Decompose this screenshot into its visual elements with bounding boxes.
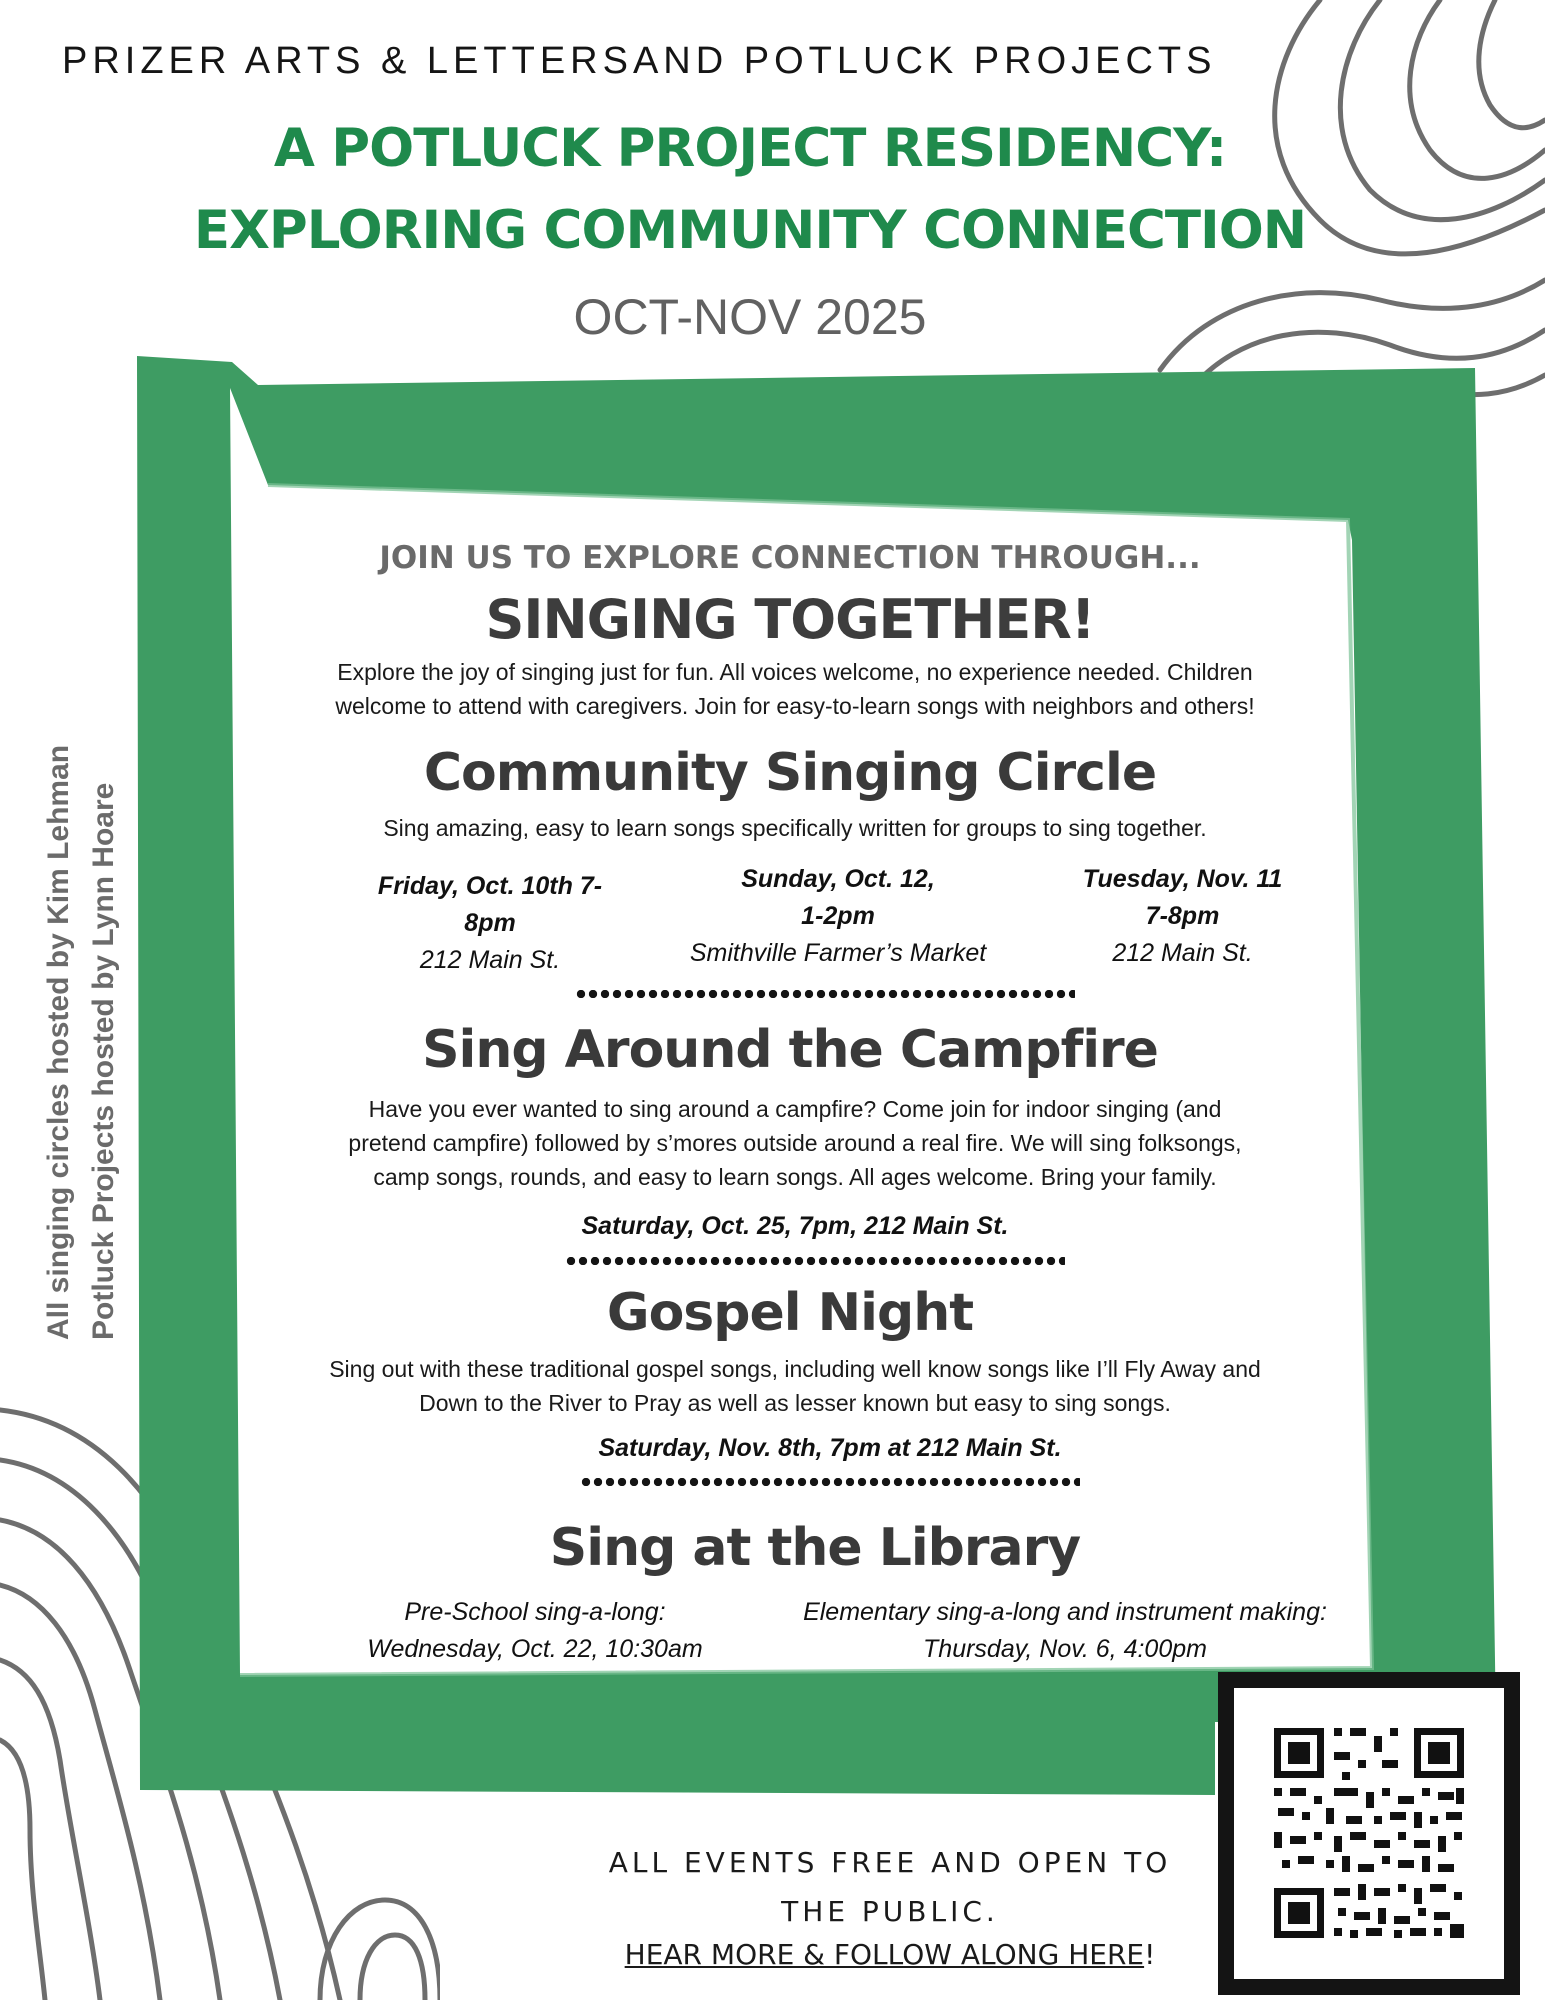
- dotted-divider-3: [580, 1478, 1080, 1486]
- circle-event-2-location: Smithville Farmer’s Market: [689, 939, 987, 967]
- library-event-1-title: Pre-School sing-a-long:: [404, 1598, 666, 1626]
- library-event-1: [330, 1594, 740, 1668]
- season-dates: OCT-NOV 2025: [573, 289, 927, 345]
- sidebar-credit-singing: All singing circles hosted by Kim Lehman: [42, 744, 75, 1340]
- intro-headline: SINGING TOGETHER!: [485, 588, 1095, 651]
- circle-event-3-location: 212 Main St.: [1112, 939, 1253, 967]
- organizations-header: PRIZER ARTS & LETTERSAND POTLUCK PROJECTS: [62, 40, 1217, 82]
- library-title: Sing at the Library: [549, 1518, 1081, 1578]
- follow-along-link[interactable]: HEAR MORE & FOLLOW ALONG HERE: [624, 1938, 1145, 1971]
- footer-free-line1: ALL EVENTS FREE AND OPEN TO: [608, 1846, 1172, 1879]
- campfire-text-line1: Have you ever wanted to sing around a campfire? Come join for indoor singing (and: [368, 1096, 1222, 1122]
- circle-title: Community Singing Circle: [423, 743, 1157, 803]
- library-event-2-title: Elementary sing-a-long and instrument making:: [803, 1598, 1327, 1626]
- circle-event-3-time: 7-8pm: [1145, 902, 1220, 930]
- gospel-when: Saturday, Nov. 8th, 7pm at 212 Main St.: [598, 1434, 1062, 1462]
- qr-code-frame[interactable]: [1218, 1672, 1520, 1995]
- footer-free-line2: THE PUBLIC.: [781, 1895, 999, 1928]
- circle-event-2-time: 1-2pm: [801, 902, 875, 930]
- gospel-text-line1: Sing out with these traditional gospel songs, including well know songs like I’ll Fly Away and: [329, 1356, 1261, 1382]
- footer-link-row: [560, 1938, 1220, 1971]
- sidebar-credit-potluck: Potluck Projects hosted by Lynn Hoare: [87, 782, 120, 1340]
- circle-event-3-date: Tuesday, Nov. 11: [1082, 865, 1283, 893]
- circle-event-3: [1040, 861, 1325, 972]
- dotted-divider-2: [565, 1257, 1065, 1265]
- campfire-text-line3: camp songs, rounds, and easy to learn songs. All ages welcome. Bring your family.: [373, 1164, 1217, 1190]
- dotted-divider-1: [575, 990, 1075, 998]
- circle-description: Sing amazing, easy to learn songs specifically written for groups to sing together.: [383, 815, 1207, 841]
- circle-event-1-location: 212 Main St.: [419, 946, 561, 974]
- follow-along-link-suffix: !: [1144, 1938, 1156, 1971]
- circle-event-1: [340, 868, 640, 979]
- campfire-text-line2: pretend campfire) followed by s’mores outside around a real fire. We will sing folksongs,: [348, 1130, 1242, 1156]
- gospel-text-line2: Down to the River to Pray as well as lesser known but easy to sing songs.: [419, 1390, 1171, 1416]
- intro-lead: JOIN US TO EXPLORE CONNECTION THROUGH...: [379, 540, 1201, 576]
- circle-event-2: [658, 861, 1018, 972]
- intro-text-line2: welcome to attend with caregivers. Join for easy-to-learn songs with neighbors and others!: [335, 693, 1255, 719]
- residency-title-line2: EXPLORING COMMUNITY CONNECTION: [193, 200, 1307, 261]
- residency-title-line1: A POTLUCK PROJECT RESIDENCY:: [273, 118, 1227, 179]
- circle-event-1-time: 8pm: [464, 909, 516, 937]
- circle-event-2-date: Sunday, Oct. 12,: [741, 865, 935, 893]
- library-event-1-when: Wednesday, Oct. 22, 10:30am: [367, 1635, 703, 1663]
- circle-event-1-date: Friday, Oct. 10th 7-: [377, 872, 603, 900]
- library-event-2: [760, 1594, 1370, 1668]
- campfire-when: Saturday, Oct. 25, 7pm, 212 Main St.: [581, 1212, 1009, 1240]
- gospel-title: Gospel Night: [606, 1283, 974, 1343]
- library-event-2-when: Thursday, Nov. 6, 4:00pm: [923, 1635, 1207, 1663]
- qr-code: [1234, 1688, 1504, 1979]
- campfire-title: Sing Around the Campfire: [422, 1020, 1158, 1080]
- intro-text-line1: Explore the joy of singing just for fun. All voices welcome, no experience needed. Children: [337, 659, 1253, 685]
